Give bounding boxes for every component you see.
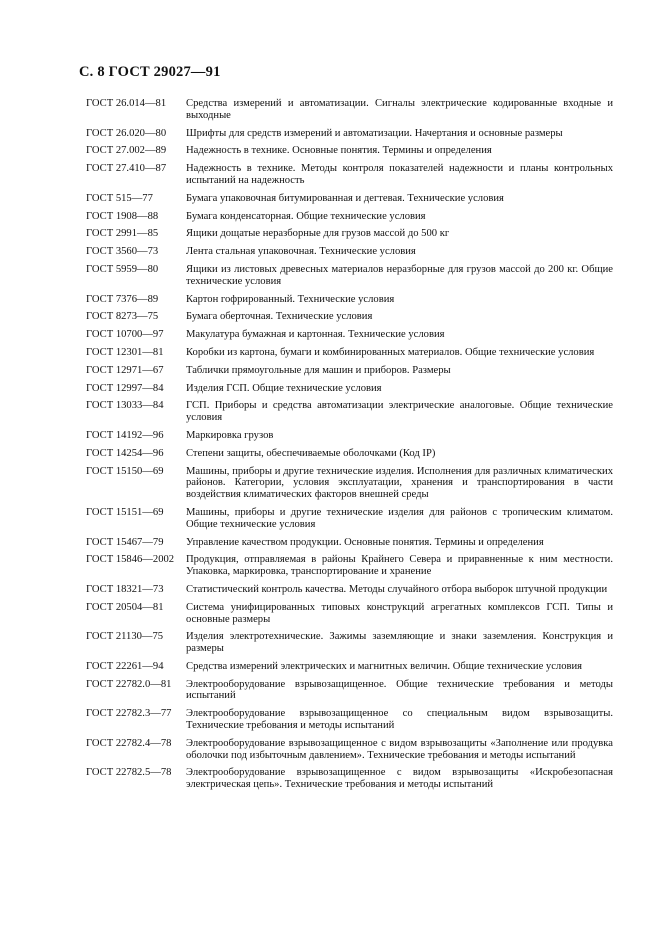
standard-title: Средства измерений и автоматизации. Сигналы электрические кодированные входные и выходные <box>186 98 613 121</box>
reference-row <box>86 193 613 205</box>
standard-title: Надежность в технике. Основные понятия. Термины и определения <box>186 145 492 157</box>
reference-row <box>86 738 613 762</box>
reference-row <box>86 163 613 187</box>
standard-code: ГОСТ 22782.3—77 <box>86 708 172 720</box>
standard-code: ГОСТ 3560—73 <box>86 246 159 258</box>
reference-row <box>86 584 613 596</box>
standard-code: ГОСТ 12301—81 <box>86 346 164 358</box>
standard-code: ГОСТ 15467—79 <box>86 536 164 548</box>
reference-row <box>86 365 613 377</box>
standard-code: ГОСТ 26.020—80 <box>86 127 167 139</box>
reference-row <box>86 294 613 306</box>
standard-code: ГОСТ 13033—84 <box>86 400 164 412</box>
standard-title: Электрооборудование взрывозащищенное со специальным видом взрывозащиты. Технические требования и методы испытаний <box>186 708 613 732</box>
standard-code: ГОСТ 2991—85 <box>86 228 159 240</box>
standard-code: ГОСТ 14254—96 <box>86 447 164 459</box>
reference-row <box>86 767 613 791</box>
reference-row <box>86 466 613 501</box>
standard-code: ГОСТ 1908—88 <box>86 210 159 222</box>
reference-row <box>86 347 613 359</box>
page-header: С. 8 ГОСТ 29027—91 <box>79 64 221 80</box>
standard-title: Макулатура бумажная и картонная. Технические условия <box>186 329 445 341</box>
standard-code: ГОСТ 15150—69 <box>86 465 164 477</box>
reference-row <box>86 708 613 732</box>
reference-row <box>86 98 613 122</box>
standard-title: Степени защиты, обеспечиваемые оболочками (Код IP) <box>186 447 436 459</box>
reference-row <box>86 507 613 531</box>
standard-title: Продукция, отправляемая в районы Крайнего Севера и приравненные к ним местности. Упаковка, маркировка, транспортирование и хранение <box>186 554 613 578</box>
reference-row <box>86 537 613 549</box>
reference-row <box>86 679 613 703</box>
standard-code: ГОСТ 22782.4—78 <box>86 737 172 749</box>
standard-title: Бумага оберточная. Технические условия <box>186 311 373 323</box>
standard-code: ГОСТ 5959—80 <box>86 263 159 275</box>
standard-code: ГОСТ 26.014—81 <box>86 98 167 109</box>
standard-code: ГОСТ 27.410—87 <box>86 163 167 175</box>
standard-title: ГСП. Приборы и средства автоматизации электрические аналоговые. Общие технические условия <box>186 400 613 424</box>
standard-code: ГОСТ 7376—89 <box>86 293 159 305</box>
standard-title: Машины, приборы и другие технические изделия для районов с тропическим климатом. Общие технические условия <box>186 506 613 530</box>
standard-code: ГОСТ 12971—67 <box>86 364 164 376</box>
reference-row <box>86 383 613 395</box>
reference-row <box>86 145 613 157</box>
reference-row <box>86 211 613 223</box>
reference-row <box>86 329 613 341</box>
reference-row <box>86 246 613 258</box>
standard-code: ГОСТ 15151—69 <box>86 506 164 518</box>
standard-title: Электрооборудование взрывозащищенное с видом взрывозащиты «Искробезопасная электрическая цепь». Технические требования и методы испытаний <box>186 767 613 791</box>
standard-code: ГОСТ 21130—75 <box>86 631 164 643</box>
reference-row <box>86 311 613 323</box>
standard-code: ГОСТ 14192—96 <box>86 429 164 441</box>
standard-title: Таблички прямоугольные для машин и приборов. Размеры <box>186 364 451 376</box>
reference-row <box>86 602 613 626</box>
standard-title: Шрифты для средств измерений и автоматизации. Начертания и основные размеры <box>186 127 563 139</box>
standard-title: Электрооборудование взрывозащищенное с видом взрывозащиты «Заполнение или продувка оболочки под избыточным давлением». Технические требования и методы испытаний <box>186 737 613 761</box>
standard-title: Система унифицированных типовых конструкций агрегатных комплексов ГСП. Типы и основные размеры <box>186 601 613 625</box>
standard-title: Средства измерений электрических и магнитных величин. Общие технические условия <box>186 660 583 672</box>
standard-title: Коробки из картона, бумаги и комбинированных материалов. Общие технические условия <box>186 346 595 358</box>
standard-code: ГОСТ 515—77 <box>86 192 153 204</box>
reference-row <box>86 264 613 288</box>
standard-title: Надежность в технике. Методы контроля показателей надежности и планы контрольных испытаний на надежность <box>186 163 613 186</box>
standard-code: ГОСТ 22782.5—78 <box>86 767 172 779</box>
standard-title: Ящики дощатые неразборные для грузов массой до 500 кг <box>186 228 450 240</box>
standard-title: Изделия ГСП. Общие технические условия <box>186 382 382 394</box>
standard-title: Статистический контроль качества. Методы случайного отбора выборок штучной продукции <box>186 583 608 595</box>
standard-title: Машины, приборы и другие технические изделия. Исполнения для различных климатических районов. Категории, условия эксплуатации, хранения и транспортирования в части воздействия климатических факторов внешней среды <box>186 465 613 501</box>
reference-row <box>86 400 613 424</box>
standard-title: Маркировка грузов <box>186 429 274 441</box>
reference-row <box>86 661 613 673</box>
reference-row <box>86 430 613 442</box>
standard-code: ГОСТ 15846—2002 <box>86 554 175 566</box>
standard-code: ГОСТ 12997—84 <box>86 382 164 394</box>
standard-title: Изделия электротехнические. Зажимы заземляющие и знаки заземления. Конструкция и размеры <box>186 631 613 655</box>
standard-code: ГОСТ 18321—73 <box>86 583 164 595</box>
standard-title: Бумага конденсаторная. Общие технические условия <box>186 210 426 222</box>
standard-title: Ящики из листовых древесных материалов неразборные для грузов массой до 200 кг. Общие технические условия <box>186 263 613 287</box>
standard-code: ГОСТ 27.002—89 <box>86 145 167 157</box>
reference-row <box>86 554 613 578</box>
standard-title: Бумага упаковочная битумированная и дегтевая. Технические условия <box>186 192 504 204</box>
standard-title: Электрооборудование взрывозащищенное. Общие технические требования и методы испытаний <box>186 678 613 702</box>
reference-row <box>86 228 613 240</box>
standard-code: ГОСТ 22782.0—81 <box>86 678 172 690</box>
standard-code: ГОСТ 22261—94 <box>86 660 164 672</box>
standard-code: ГОСТ 8273—75 <box>86 311 159 323</box>
standard-code: ГОСТ 20504—81 <box>86 601 164 613</box>
standard-title: Картон гофрированный. Технические условия <box>186 293 395 305</box>
reference-row <box>86 128 613 140</box>
standard-title: Лента стальная упаковочная. Технические условия <box>186 246 416 258</box>
reference-row <box>86 448 613 460</box>
reference-list <box>86 98 613 797</box>
reference-row <box>86 631 613 655</box>
standard-code: ГОСТ 10700—97 <box>86 329 164 341</box>
standard-title: Управление качеством продукции. Основные понятия. Термины и определения <box>186 536 544 548</box>
